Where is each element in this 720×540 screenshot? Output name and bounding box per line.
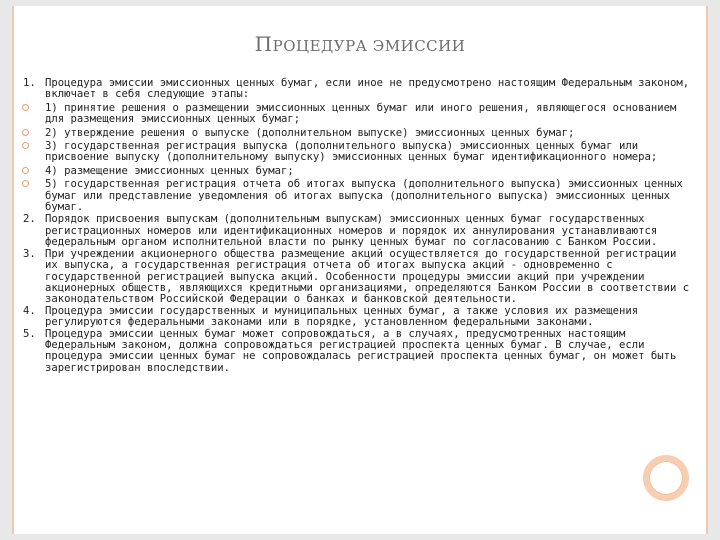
paragraph-number: 3. (23, 247, 36, 260)
bullet-icon (22, 129, 29, 136)
bullet-icon (22, 142, 29, 149)
paragraph-number: 1. (23, 77, 36, 89)
paragraph-number: 4. (23, 304, 36, 317)
step-item-2 (23, 128, 695, 139)
step-text: 2) утверждение решения о выпуске (дополнительном выпуске) эмиссионных ценных бумаг; (45, 126, 575, 139)
paragraph-text: Процедура эмиссии государственных и муниципальных ценных бумаг, а также условия их размещения регулируются федеральными законами или в порядке, установленном федеральными законами. (45, 304, 639, 329)
paragraph-text: Процедура эмиссии эмиссионных ценных бумаг, если иное не предусмотрено настоящим Федеральным законом, включает в себя следующие этапы: (45, 77, 690, 101)
slide-title (14, 32, 706, 56)
paragraph-5 (23, 329, 695, 375)
paragraph-4 (23, 306, 695, 329)
paragraph-1 (23, 78, 695, 101)
bullet-icon (22, 180, 29, 187)
step-item-4 (23, 166, 695, 177)
step-text: 5) государственная регистрация отчета об итогах выпуска (дополнительного выпуска) эмиссионных ценных бумаг или представление уведомления об итогах выпуска (дополнительного выпуска) эмиссионных ценных бумаг. (45, 178, 683, 214)
paragraph-number: 2. (23, 213, 36, 226)
bullet-icon (22, 167, 29, 174)
slide-title-rest: РОЦЕДУРА ЭМИССИИ (272, 37, 466, 55)
paragraph-text: Порядок присвоения выпускам (дополнительным выпускам) эмиссионных ценных бумаг государственных регистрационных номеров или идентификационных номеров и порядок их аннулирования устанавливаются федеральным органом исполнительной власти по рынку ценных бумаг по согласованию с Банком России. (45, 213, 658, 249)
step-text: 3) государственная регистрация выпуска (дополнительного выпуска) эмиссионных ценных бумаг или присвоение выпуску (дополнительному выпуску) эмиссионных ценных бумаг идентификационного номера; (45, 140, 658, 164)
step-item-5 (23, 179, 695, 213)
step-item-3 (23, 141, 695, 164)
paragraph-text: Процедура эмиссии ценных бумаг может сопровождаться, а в случаях, предусмотренных настоящим Федеральным законом, должна сопровождаться регистрацией проспекта ценных бумаг. В случае, если процедура эмиссии ценных бумаг не сопровождалась регистрацией проспекта ценных бумаг, он может быть зарегистрирован впоследствии. (45, 327, 677, 374)
step-text: 4) размещение эмиссионных ценных бумаг; (45, 164, 294, 177)
paragraph-number: 5. (23, 327, 36, 340)
paragraph-2 (23, 214, 695, 248)
slide-title-initial: П (254, 32, 273, 56)
slide-content (23, 78, 695, 374)
bullet-icon (22, 104, 29, 111)
paragraph-3 (23, 249, 695, 306)
step-text: 1) принятие решения о размещении эмиссионных ценных бумаг или иного решения, являющегося основанием для размещения эмиссионных ценных бумаг; (45, 101, 677, 126)
step-item-1 (23, 103, 695, 126)
decorative-circle-icon (643, 455, 689, 501)
slide (12, 6, 708, 534)
paragraph-text: При учреждении акционерного общества размещение акций осуществляется до государственной регистрации их выпуска, а государственная регистрация отчета об итогах выпуска акций - одновременно с государственной регистрацией выпуска акций. Особенности процедуры эмиссии акций при учреждении акционерных обществ, являющихся кредитными организациями, определяются Банком России в соответствии с законодательством Российской Федерации о банках и банковской деятельности. (45, 247, 690, 306)
